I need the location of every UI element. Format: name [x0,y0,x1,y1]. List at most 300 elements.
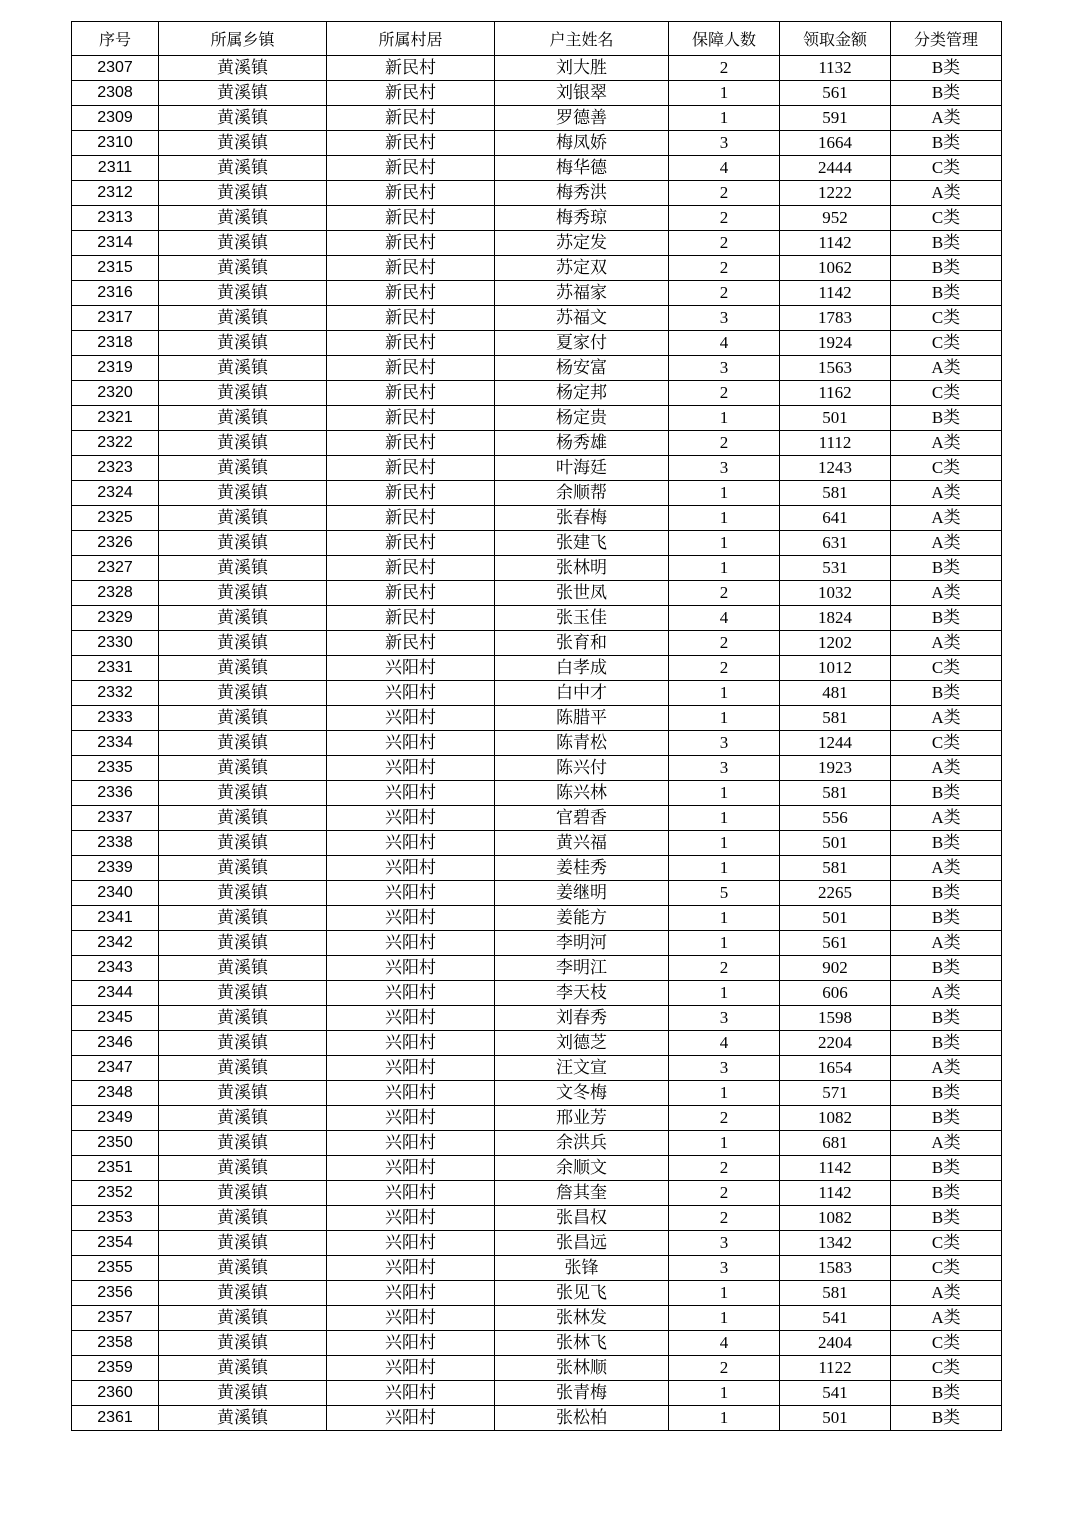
village-cell: 兴阳村 [327,1381,495,1406]
table-row [72,181,1002,206]
village-cell: 新民村 [327,256,495,281]
township-cell: 黄溪镇 [159,931,327,956]
township-cell: 黄溪镇 [159,406,327,431]
householder-name-cell: 苏定双 [495,256,669,281]
serial-number-cell: 2349 [72,1106,159,1131]
classification-cell: B类 [891,1081,1002,1106]
village-cell: 兴阳村 [327,1231,495,1256]
amount-cell: 1142 [780,1181,891,1206]
serial-number-cell: 2311 [72,156,159,181]
serial-number-cell: 2350 [72,1131,159,1156]
village-cell: 兴阳村 [327,856,495,881]
classification-cell: A类 [891,581,1002,606]
amount-cell: 1162 [780,381,891,406]
amount-cell: 606 [780,981,891,1006]
township-cell: 黄溪镇 [159,1281,327,1306]
householder-name-cell: 姜继明 [495,881,669,906]
householder-name-cell: 余顺文 [495,1156,669,1181]
covered-persons-cell: 1 [669,681,780,706]
serial-number-cell: 2308 [72,81,159,106]
classification-cell: B类 [891,1006,1002,1031]
township-cell: 黄溪镇 [159,1181,327,1206]
classification-cell: B类 [891,1106,1002,1131]
village-cell: 兴阳村 [327,881,495,906]
amount-cell: 561 [780,931,891,956]
village-cell: 新民村 [327,206,495,231]
householder-name-cell: 文冬梅 [495,1081,669,1106]
table-row [72,81,1002,106]
township-cell: 黄溪镇 [159,81,327,106]
covered-persons-cell: 2 [669,256,780,281]
table-row [72,1406,1002,1431]
covered-persons-cell: 1 [669,106,780,131]
table-row [72,1106,1002,1131]
table-row [72,731,1002,756]
householder-name-cell: 夏家付 [495,331,669,356]
table-row [72,431,1002,456]
serial-number-cell: 2333 [72,706,159,731]
table-row [72,581,1002,606]
amount-cell: 481 [780,681,891,706]
table-row [72,1206,1002,1231]
classification-cell: B类 [891,1381,1002,1406]
township-cell: 黄溪镇 [159,1106,327,1131]
covered-persons-cell: 1 [669,1081,780,1106]
classification-cell: C类 [891,156,1002,181]
householder-name-cell: 张青梅 [495,1381,669,1406]
table-row [72,631,1002,656]
householder-name-cell: 苏福家 [495,281,669,306]
amount-cell: 1824 [780,606,891,631]
amount-cell: 2404 [780,1331,891,1356]
township-cell: 黄溪镇 [159,306,327,331]
classification-cell: C类 [891,331,1002,356]
table-row [72,231,1002,256]
covered-persons-cell: 2 [669,206,780,231]
serial-number-cell: 2321 [72,406,159,431]
covered-persons-cell: 1 [669,781,780,806]
village-cell: 兴阳村 [327,656,495,681]
table-row [72,781,1002,806]
village-cell: 新民村 [327,506,495,531]
township-cell: 黄溪镇 [159,1356,327,1381]
amount-cell: 641 [780,506,891,531]
covered-persons-cell: 1 [669,1406,780,1431]
covered-persons-cell: 3 [669,356,780,381]
covered-persons-cell: 2 [669,231,780,256]
amount-cell: 2444 [780,156,891,181]
township-cell: 黄溪镇 [159,681,327,706]
householder-name-cell: 姜能方 [495,906,669,931]
township-cell: 黄溪镇 [159,656,327,681]
table-row [72,1006,1002,1031]
householder-name-cell: 张昌远 [495,1231,669,1256]
covered-persons-cell: 1 [669,806,780,831]
classification-cell: C类 [891,1231,1002,1256]
amount-cell: 1924 [780,331,891,356]
amount-cell: 1142 [780,1156,891,1181]
village-cell: 新民村 [327,556,495,581]
householder-name-cell: 陈兴林 [495,781,669,806]
serial-number-cell: 2337 [72,806,159,831]
township-cell: 黄溪镇 [159,706,327,731]
classification-cell: B类 [891,906,1002,931]
header-covered-persons: 保障人数 [669,22,780,56]
covered-persons-cell: 1 [669,406,780,431]
classification-cell: A类 [891,1131,1002,1156]
amount-cell: 501 [780,406,891,431]
table-row [72,481,1002,506]
serial-number-cell: 2313 [72,206,159,231]
classification-cell: C类 [891,306,1002,331]
householder-name-cell: 张松柏 [495,1406,669,1431]
township-cell: 黄溪镇 [159,606,327,631]
township-cell: 黄溪镇 [159,806,327,831]
householder-name-cell: 姜桂秀 [495,856,669,881]
covered-persons-cell: 2 [669,1356,780,1381]
village-cell: 新民村 [327,306,495,331]
table-row [72,1081,1002,1106]
township-cell: 黄溪镇 [159,1256,327,1281]
covered-persons-cell: 2 [669,631,780,656]
covered-persons-cell: 2 [669,381,780,406]
village-cell: 兴阳村 [327,1106,495,1131]
serial-number-cell: 2323 [72,456,159,481]
covered-persons-cell: 1 [669,506,780,531]
table-row [72,1331,1002,1356]
serial-number-cell: 2309 [72,106,159,131]
village-cell: 新民村 [327,131,495,156]
householder-name-cell: 张昌权 [495,1206,669,1231]
township-cell: 黄溪镇 [159,731,327,756]
classification-cell: B类 [891,881,1002,906]
township-cell: 黄溪镇 [159,531,327,556]
table-row [72,456,1002,481]
village-cell: 新民村 [327,606,495,631]
village-cell: 兴阳村 [327,1331,495,1356]
classification-cell: B类 [891,1156,1002,1181]
table-row [72,706,1002,731]
village-cell: 兴阳村 [327,1131,495,1156]
classification-cell: A类 [891,1306,1002,1331]
classification-cell: A类 [891,981,1002,1006]
amount-cell: 581 [780,481,891,506]
covered-persons-cell: 1 [669,931,780,956]
header-township: 所属乡镇 [159,22,327,56]
covered-persons-cell: 3 [669,1256,780,1281]
covered-persons-cell: 2 [669,581,780,606]
householder-name-cell: 张建飞 [495,531,669,556]
table-row [72,981,1002,1006]
classification-cell: B类 [891,56,1002,81]
classification-cell: B类 [891,231,1002,256]
amount-cell: 581 [780,706,891,731]
amount-cell: 952 [780,206,891,231]
classification-cell: C类 [891,381,1002,406]
table-row [72,881,1002,906]
covered-persons-cell: 2 [669,281,780,306]
classification-cell: B类 [891,131,1002,156]
township-cell: 黄溪镇 [159,906,327,931]
amount-cell: 1243 [780,456,891,481]
serial-number-cell: 2318 [72,331,159,356]
amount-cell: 681 [780,1131,891,1156]
amount-cell: 1062 [780,256,891,281]
classification-cell: A类 [891,1056,1002,1081]
table-row [72,256,1002,281]
serial-number-cell: 2317 [72,306,159,331]
covered-persons-cell: 2 [669,181,780,206]
classification-cell: B类 [891,781,1002,806]
table-row [72,131,1002,156]
serial-number-cell: 2355 [72,1256,159,1281]
covered-persons-cell: 1 [669,906,780,931]
township-cell: 黄溪镇 [159,581,327,606]
classification-cell: A类 [891,856,1002,881]
classification-cell: C类 [891,456,1002,481]
classification-cell: B类 [891,556,1002,581]
township-cell: 黄溪镇 [159,181,327,206]
covered-persons-cell: 2 [669,656,780,681]
village-cell: 新民村 [327,106,495,131]
village-cell: 新民村 [327,56,495,81]
amount-cell: 1563 [780,356,891,381]
serial-number-cell: 2325 [72,506,159,531]
village-cell: 兴阳村 [327,906,495,931]
serial-number-cell: 2343 [72,956,159,981]
amount-cell: 1342 [780,1231,891,1256]
table-row [72,1156,1002,1181]
township-cell: 黄溪镇 [159,1406,327,1431]
householder-name-cell: 张林明 [495,556,669,581]
township-cell: 黄溪镇 [159,106,327,131]
covered-persons-cell: 4 [669,606,780,631]
householder-name-cell: 李明河 [495,931,669,956]
classification-cell: B类 [891,1206,1002,1231]
table-row [72,1306,1002,1331]
township-cell: 黄溪镇 [159,1156,327,1181]
serial-number-cell: 2345 [72,1006,159,1031]
covered-persons-cell: 2 [669,1206,780,1231]
serial-number-cell: 2336 [72,781,159,806]
householder-name-cell: 张锋 [495,1256,669,1281]
table-row [72,406,1002,431]
amount-cell: 631 [780,531,891,556]
covered-persons-cell: 2 [669,1156,780,1181]
table-row [72,356,1002,381]
serial-number-cell: 2357 [72,1306,159,1331]
township-cell: 黄溪镇 [159,856,327,881]
township-cell: 黄溪镇 [159,131,327,156]
householder-name-cell: 陈兴付 [495,756,669,781]
classification-cell: A类 [891,106,1002,131]
township-cell: 黄溪镇 [159,956,327,981]
header-householder-name: 户主姓名 [495,22,669,56]
serial-number-cell: 2332 [72,681,159,706]
township-cell: 黄溪镇 [159,1081,327,1106]
covered-persons-cell: 2 [669,1106,780,1131]
classification-cell: C类 [891,1256,1002,1281]
table-row [72,106,1002,131]
header-village: 所属村居 [327,22,495,56]
amount-cell: 1222 [780,181,891,206]
serial-number-cell: 2322 [72,431,159,456]
village-cell: 兴阳村 [327,956,495,981]
amount-cell: 541 [780,1381,891,1406]
table-row [72,556,1002,581]
township-cell: 黄溪镇 [159,381,327,406]
classification-cell: B类 [891,256,1002,281]
classification-cell: B类 [891,1406,1002,1431]
classification-cell: A类 [891,531,1002,556]
householder-name-cell: 官碧香 [495,806,669,831]
table-row [72,1056,1002,1081]
header-serial-number: 序号 [72,22,159,56]
serial-number-cell: 2307 [72,56,159,81]
header-classification: 分类管理 [891,22,1002,56]
amount-cell: 581 [780,1281,891,1306]
village-cell: 兴阳村 [327,1206,495,1231]
householder-name-cell: 苏定发 [495,231,669,256]
classification-cell: A类 [891,181,1002,206]
householder-name-cell: 张见飞 [495,1281,669,1306]
serial-number-cell: 2320 [72,381,159,406]
householder-name-cell: 杨定邦 [495,381,669,406]
village-cell: 兴阳村 [327,781,495,806]
township-cell: 黄溪镇 [159,1331,327,1356]
village-cell: 兴阳村 [327,1356,495,1381]
township-cell: 黄溪镇 [159,1206,327,1231]
covered-persons-cell: 1 [669,481,780,506]
table-row [72,56,1002,81]
table-row [72,931,1002,956]
householder-name-cell: 梅秀洪 [495,181,669,206]
village-cell: 兴阳村 [327,1406,495,1431]
village-cell: 兴阳村 [327,681,495,706]
township-cell: 黄溪镇 [159,1031,327,1056]
amount-cell: 541 [780,1306,891,1331]
householder-name-cell: 梅秀琼 [495,206,669,231]
serial-number-cell: 2316 [72,281,159,306]
serial-number-cell: 2353 [72,1206,159,1231]
covered-persons-cell: 5 [669,881,780,906]
classification-cell: B类 [891,1031,1002,1056]
householder-name-cell: 杨安富 [495,356,669,381]
householder-name-cell: 张林顺 [495,1356,669,1381]
serial-number-cell: 2331 [72,656,159,681]
township-cell: 黄溪镇 [159,206,327,231]
serial-number-cell: 2356 [72,1281,159,1306]
township-cell: 黄溪镇 [159,331,327,356]
village-cell: 新民村 [327,81,495,106]
classification-cell: A类 [891,431,1002,456]
householder-name-cell: 刘银翠 [495,81,669,106]
serial-number-cell: 2360 [72,1381,159,1406]
table-row [72,1231,1002,1256]
amount-cell: 902 [780,956,891,981]
householder-name-cell: 梅凤娇 [495,131,669,156]
amount-cell: 501 [780,1406,891,1431]
classification-cell: A类 [891,706,1002,731]
village-cell: 兴阳村 [327,981,495,1006]
township-cell: 黄溪镇 [159,256,327,281]
householder-name-cell: 苏福文 [495,306,669,331]
classification-cell: B类 [891,281,1002,306]
village-cell: 新民村 [327,156,495,181]
township-cell: 黄溪镇 [159,781,327,806]
householder-name-cell: 叶海廷 [495,456,669,481]
classification-cell: B类 [891,606,1002,631]
covered-persons-cell: 3 [669,456,780,481]
classification-cell: A类 [891,631,1002,656]
householder-name-cell: 杨定贵 [495,406,669,431]
covered-persons-cell: 4 [669,331,780,356]
serial-number-cell: 2351 [72,1156,159,1181]
serial-number-cell: 2339 [72,856,159,881]
serial-number-cell: 2340 [72,881,159,906]
township-cell: 黄溪镇 [159,1306,327,1331]
amount-cell: 581 [780,781,891,806]
serial-number-cell: 2329 [72,606,159,631]
covered-persons-cell: 3 [669,306,780,331]
village-cell: 兴阳村 [327,706,495,731]
covered-persons-cell: 1 [669,531,780,556]
table-row [72,1131,1002,1156]
classification-cell: C类 [891,731,1002,756]
township-cell: 黄溪镇 [159,556,327,581]
village-cell: 新民村 [327,406,495,431]
serial-number-cell: 2352 [72,1181,159,1206]
serial-number-cell: 2312 [72,181,159,206]
serial-number-cell: 2335 [72,756,159,781]
householder-name-cell: 陈腊平 [495,706,669,731]
serial-number-cell: 2319 [72,356,159,381]
amount-cell: 1244 [780,731,891,756]
householder-name-cell: 李明江 [495,956,669,981]
serial-number-cell: 2338 [72,831,159,856]
householder-name-cell: 邢业芳 [495,1106,669,1131]
covered-persons-cell: 1 [669,1381,780,1406]
village-cell: 兴阳村 [327,1181,495,1206]
township-cell: 黄溪镇 [159,1056,327,1081]
classification-cell: A类 [891,931,1002,956]
covered-persons-cell: 4 [669,1331,780,1356]
township-cell: 黄溪镇 [159,981,327,1006]
amount-cell: 1583 [780,1256,891,1281]
amount-cell: 1783 [780,306,891,331]
amount-cell: 1142 [780,281,891,306]
classification-cell: B类 [891,831,1002,856]
serial-number-cell: 2334 [72,731,159,756]
householder-name-cell: 罗德善 [495,106,669,131]
classification-cell: C类 [891,656,1002,681]
serial-number-cell: 2348 [72,1081,159,1106]
classification-cell: B类 [891,956,1002,981]
table-row [72,156,1002,181]
village-cell: 新民村 [327,231,495,256]
village-cell: 兴阳村 [327,1006,495,1031]
amount-cell: 501 [780,831,891,856]
classification-cell: A类 [891,806,1002,831]
village-cell: 兴阳村 [327,756,495,781]
serial-number-cell: 2341 [72,906,159,931]
householder-name-cell: 张林发 [495,1306,669,1331]
village-cell: 兴阳村 [327,1031,495,1056]
table-row [72,831,1002,856]
village-cell: 新民村 [327,431,495,456]
village-cell: 新民村 [327,456,495,481]
township-cell: 黄溪镇 [159,281,327,306]
